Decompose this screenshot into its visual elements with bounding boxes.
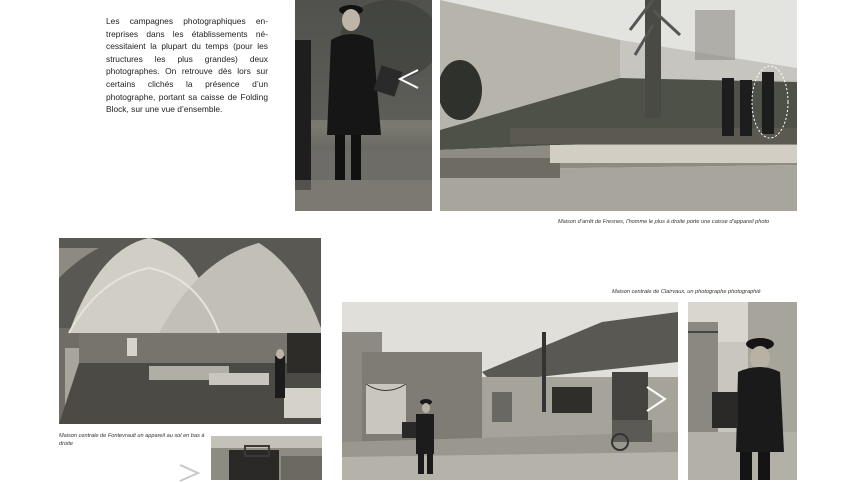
photo-photographer-detail	[295, 0, 432, 211]
arrow-right-icon-1	[176, 463, 202, 483]
arrow-right-icon-2	[643, 385, 669, 413]
caption-fresnes: Maison d’arrêt de Fresnes, l’homme le plus à droite porte une caisse d’appareil photo	[558, 219, 770, 225]
photo-clairvaux	[342, 302, 678, 480]
caption-clairvaux: Maison centrale de Clairvaux, un photographe photographié	[612, 289, 761, 295]
intro-paragraph: Les campagnes photographiques entreprises dans les établissements nécessitaient la plupart du temps (pour les structures les plus grandes) deux photographes. On retrouve dès lors sur certains clichés la présence d’un photographe, portant sa caisse de Folding Block, sur une vue d’ensemble.	[106, 16, 268, 115]
photo-fontevraud	[59, 238, 321, 424]
photo-photographer-closeup	[688, 302, 797, 480]
photo-camera-detail	[211, 436, 322, 480]
arrow-left-icon	[396, 68, 422, 90]
photo-fresnes	[440, 0, 797, 211]
caption-fontevraud: Maison centrale de Fontevrault un appareil au sol en bas à droite	[59, 433, 205, 448]
